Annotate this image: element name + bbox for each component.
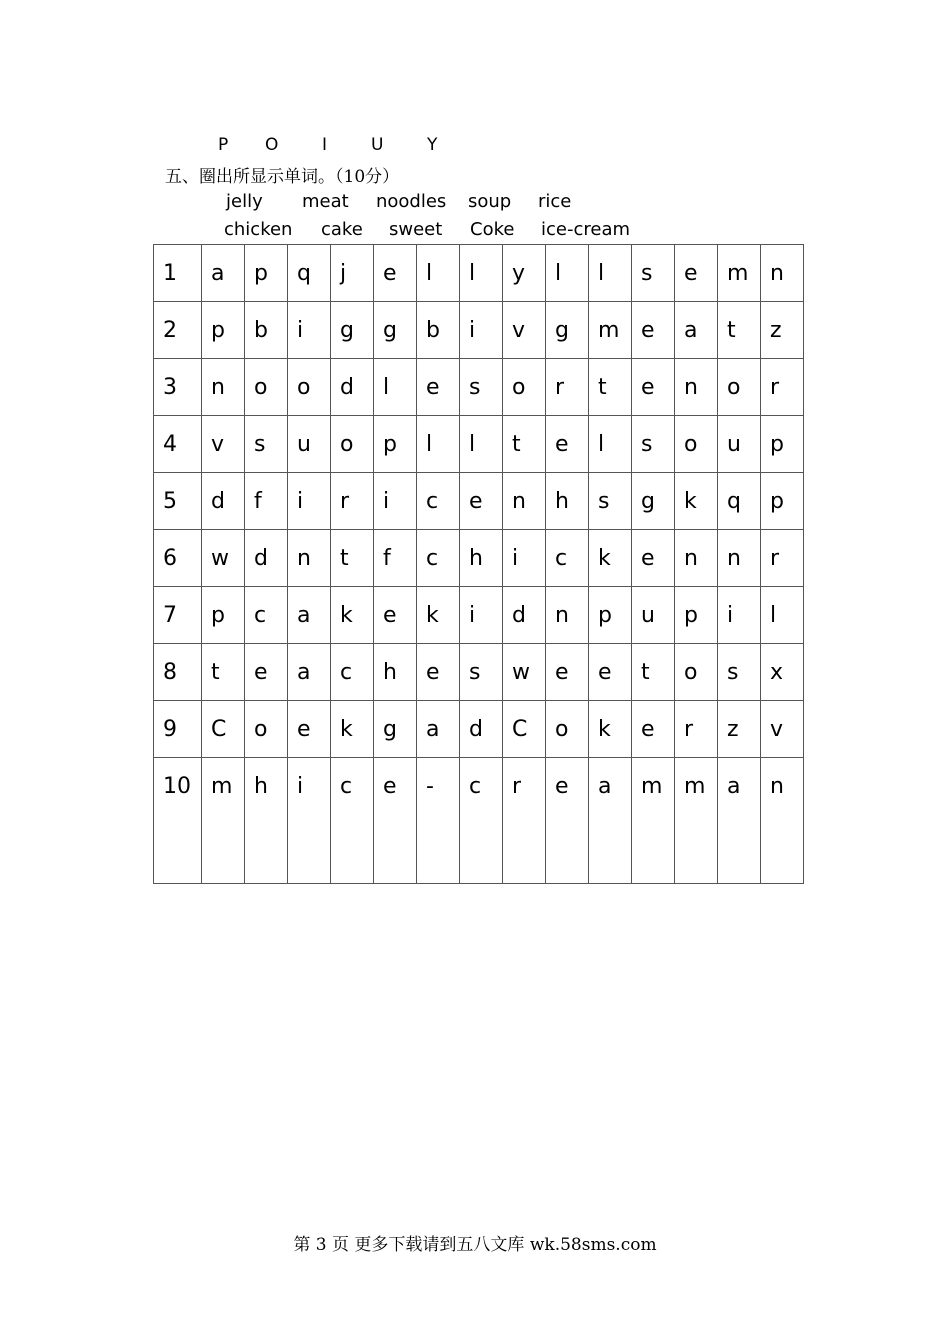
grid-cell[interactable]: r xyxy=(503,758,546,884)
grid-cell[interactable]: i xyxy=(503,530,546,587)
grid-row xyxy=(154,473,804,530)
grid-cell[interactable]: o xyxy=(288,359,331,416)
grid-cell[interactable]: r xyxy=(761,530,804,587)
top-letter: Y xyxy=(427,135,438,155)
row-number: 2 xyxy=(154,302,202,359)
grid-cell[interactable]: g xyxy=(546,302,589,359)
grid-cell[interactable]: p xyxy=(761,473,804,530)
grid-cell[interactable]: l xyxy=(589,416,632,473)
grid-cell[interactable]: c xyxy=(245,587,288,644)
grid-row xyxy=(154,758,804,884)
grid-cell[interactable]: a xyxy=(202,245,245,302)
word-item: meat xyxy=(302,191,349,212)
grid-cell[interactable]: d xyxy=(245,530,288,587)
grid-cell[interactable]: i xyxy=(460,587,503,644)
grid-cell[interactable]: j xyxy=(331,245,374,302)
section-title: 五、圈出所显示单词。（10分） xyxy=(165,167,400,187)
grid-cell[interactable]: z xyxy=(718,701,761,758)
top-letter: U xyxy=(371,135,384,155)
grid-row xyxy=(154,644,804,701)
grid-cell[interactable]: c xyxy=(417,530,460,587)
grid-cell[interactable]: h xyxy=(460,530,503,587)
grid-row xyxy=(154,701,804,758)
grid-cell[interactable]: c xyxy=(417,473,460,530)
grid-cell[interactable]: m xyxy=(675,758,718,884)
grid-cell[interactable]: h xyxy=(546,473,589,530)
grid-cell[interactable]: l xyxy=(417,416,460,473)
grid-row xyxy=(154,416,804,473)
grid-cell[interactable]: c xyxy=(546,530,589,587)
grid-cell[interactable]: o xyxy=(245,701,288,758)
grid-cell[interactable]: e xyxy=(374,587,417,644)
grid-cell[interactable]: e xyxy=(546,758,589,884)
word-item: Coke xyxy=(470,219,515,240)
grid-cell[interactable]: k xyxy=(589,701,632,758)
grid-cell[interactable]: s xyxy=(589,473,632,530)
grid-cell[interactable]: l xyxy=(460,416,503,473)
grid-cell[interactable]: s xyxy=(460,359,503,416)
grid-cell[interactable]: u xyxy=(718,416,761,473)
grid-cell[interactable]: s xyxy=(460,644,503,701)
grid-cell[interactable]: r xyxy=(546,359,589,416)
grid-cell[interactable]: r xyxy=(675,701,718,758)
grid-cell[interactable]: l xyxy=(417,245,460,302)
top-letters-row xyxy=(0,135,950,157)
grid-cell[interactable]: i xyxy=(718,587,761,644)
word-item: sweet xyxy=(389,219,443,240)
grid-cell[interactable]: p xyxy=(761,416,804,473)
grid-cell[interactable]: t xyxy=(331,530,374,587)
row-number: 9 xyxy=(154,701,202,758)
grid-cell[interactable]: o xyxy=(503,359,546,416)
grid-cell[interactable]: l xyxy=(546,245,589,302)
grid-cell[interactable]: d xyxy=(202,473,245,530)
row-number: 10 xyxy=(154,758,202,884)
grid-row xyxy=(154,302,804,359)
grid-cell[interactable]: f xyxy=(245,473,288,530)
grid-cell[interactable]: p xyxy=(589,587,632,644)
grid-cell[interactable]: o xyxy=(331,416,374,473)
grid-cell[interactable]: n xyxy=(503,473,546,530)
grid-cell[interactable]: b xyxy=(417,302,460,359)
grid-cell[interactable]: e xyxy=(417,359,460,416)
grid-cell[interactable]: a xyxy=(288,587,331,644)
grid-cell[interactable]: n xyxy=(288,530,331,587)
grid-cell[interactable]: f xyxy=(374,530,417,587)
grid-cell[interactable]: i xyxy=(288,758,331,884)
grid-cell[interactable]: p xyxy=(245,245,288,302)
grid-cell[interactable]: a xyxy=(718,758,761,884)
page-footer: 第 3 页 更多下载请到五八文库 wk.58sms.com xyxy=(293,1235,657,1255)
grid-cell[interactable]: t xyxy=(589,359,632,416)
grid-cell[interactable]: q xyxy=(718,473,761,530)
grid-cell[interactable]: e xyxy=(546,416,589,473)
grid-cell[interactable]: n xyxy=(761,758,804,884)
word-list-line-1 xyxy=(0,191,950,215)
grid-cell[interactable]: a xyxy=(417,701,460,758)
grid-cell[interactable]: e xyxy=(288,701,331,758)
grid-cell[interactable]: e xyxy=(632,530,675,587)
word-item: jelly xyxy=(226,191,263,212)
grid-cell[interactable]: c xyxy=(331,758,374,884)
grid-cell[interactable]: e xyxy=(245,644,288,701)
word-search-grid xyxy=(153,244,804,884)
grid-cell[interactable]: a xyxy=(675,302,718,359)
grid-cell[interactable]: e xyxy=(374,758,417,884)
grid-cell[interactable]: u xyxy=(288,416,331,473)
grid-cell[interactable]: C xyxy=(202,701,245,758)
grid-cell[interactable]: a xyxy=(288,644,331,701)
grid-cell[interactable]: d xyxy=(503,587,546,644)
grid-cell[interactable]: g xyxy=(374,302,417,359)
row-number: 3 xyxy=(154,359,202,416)
grid-cell[interactable]: b xyxy=(245,302,288,359)
grid-cell[interactable]: w xyxy=(503,644,546,701)
grid-cell[interactable]: q xyxy=(288,245,331,302)
grid-cell[interactable]: t xyxy=(503,416,546,473)
grid-cell[interactable]: m xyxy=(632,758,675,884)
word-item: cake xyxy=(321,219,363,240)
grid-cell[interactable]: v xyxy=(761,701,804,758)
grid-cell[interactable]: m xyxy=(718,245,761,302)
grid-cell[interactable]: k xyxy=(675,473,718,530)
grid-cell[interactable]: u xyxy=(632,587,675,644)
top-letter: I xyxy=(322,135,328,155)
grid-cell[interactable]: h xyxy=(245,758,288,884)
row-number: 1 xyxy=(154,245,202,302)
grid-cell[interactable]: p xyxy=(374,416,417,473)
grid-cell[interactable]: x xyxy=(761,644,804,701)
grid-cell[interactable]: o xyxy=(718,359,761,416)
grid-cell[interactable]: c xyxy=(460,758,503,884)
grid-cell[interactable]: y xyxy=(503,245,546,302)
grid-cell[interactable]: p xyxy=(675,587,718,644)
grid-cell[interactable]: s xyxy=(632,416,675,473)
row-number: 4 xyxy=(154,416,202,473)
grid-cell[interactable]: o xyxy=(675,416,718,473)
grid-cell[interactable]: g xyxy=(331,302,374,359)
word-item: chicken xyxy=(224,219,293,240)
grid-cell[interactable]: c xyxy=(331,644,374,701)
grid-cell[interactable]: i xyxy=(374,473,417,530)
grid-cell[interactable]: o xyxy=(245,359,288,416)
grid-cell[interactable]: i xyxy=(288,473,331,530)
grid-cell[interactable]: r xyxy=(331,473,374,530)
grid-cell[interactable]: g xyxy=(632,473,675,530)
grid-cell[interactable]: n xyxy=(675,530,718,587)
grid-cell[interactable]: e xyxy=(546,644,589,701)
grid-cell[interactable]: t xyxy=(718,302,761,359)
grid-cell[interactable]: i xyxy=(288,302,331,359)
grid-cell[interactable]: s xyxy=(245,416,288,473)
word-item: noodles xyxy=(376,191,447,212)
grid-cell[interactable]: n xyxy=(202,359,245,416)
grid-cell[interactable]: - xyxy=(417,758,460,884)
grid-cell[interactable]: e xyxy=(632,701,675,758)
top-letter: O xyxy=(265,135,279,155)
grid-cell[interactable]: s xyxy=(718,644,761,701)
row-number: 5 xyxy=(154,473,202,530)
grid-cell[interactable]: l xyxy=(761,587,804,644)
row-number: 7 xyxy=(154,587,202,644)
grid-cell[interactable]: k xyxy=(331,701,374,758)
grid-cell[interactable]: t xyxy=(632,644,675,701)
grid-cell[interactable]: v xyxy=(202,416,245,473)
grid-cell[interactable]: d xyxy=(460,701,503,758)
word-item: soup xyxy=(468,191,512,212)
grid-cell[interactable]: e xyxy=(675,245,718,302)
grid-row xyxy=(154,587,804,644)
grid-cell[interactable]: l xyxy=(589,245,632,302)
grid-cell[interactable]: s xyxy=(632,245,675,302)
grid-cell[interactable]: C xyxy=(503,701,546,758)
grid-cell[interactable]: z xyxy=(761,302,804,359)
row-number: 8 xyxy=(154,644,202,701)
grid-cell[interactable]: e xyxy=(460,473,503,530)
grid-cell[interactable]: r xyxy=(761,359,804,416)
grid-row xyxy=(154,530,804,587)
word-list-line-2 xyxy=(0,219,950,243)
grid-cell[interactable]: e xyxy=(417,644,460,701)
grid-cell[interactable]: o xyxy=(675,644,718,701)
row-number: 6 xyxy=(154,530,202,587)
grid-cell[interactable]: l xyxy=(460,245,503,302)
grid-cell[interactable]: k xyxy=(331,587,374,644)
grid-cell[interactable]: d xyxy=(331,359,374,416)
grid-cell[interactable]: e xyxy=(632,302,675,359)
grid-cell[interactable]: e xyxy=(374,245,417,302)
grid-row xyxy=(154,245,804,302)
grid-cell[interactable]: i xyxy=(460,302,503,359)
grid-cell[interactable]: p xyxy=(202,587,245,644)
grid-cell[interactable]: n xyxy=(546,587,589,644)
grid-cell[interactable]: v xyxy=(503,302,546,359)
grid-cell[interactable]: a xyxy=(589,758,632,884)
grid-cell[interactable]: w xyxy=(202,530,245,587)
grid-cell[interactable]: n xyxy=(761,245,804,302)
grid-cell[interactable]: m xyxy=(202,758,245,884)
grid-cell[interactable]: n xyxy=(675,359,718,416)
grid-cell[interactable]: t xyxy=(202,644,245,701)
grid-cell[interactable]: p xyxy=(202,302,245,359)
grid-cell[interactable]: e xyxy=(589,644,632,701)
top-letter: P xyxy=(218,135,229,155)
grid-cell[interactable]: k xyxy=(417,587,460,644)
word-item: ice-cream xyxy=(541,219,631,240)
grid-cell[interactable]: k xyxy=(589,530,632,587)
grid-cell[interactable]: g xyxy=(374,701,417,758)
word-item: rice xyxy=(538,191,572,212)
grid-cell[interactable]: h xyxy=(374,644,417,701)
grid-row xyxy=(154,359,804,416)
grid-cell[interactable]: n xyxy=(718,530,761,587)
grid-cell[interactable]: e xyxy=(632,359,675,416)
grid-cell[interactable]: m xyxy=(589,302,632,359)
grid-cell[interactable]: l xyxy=(374,359,417,416)
grid-cell[interactable]: o xyxy=(546,701,589,758)
